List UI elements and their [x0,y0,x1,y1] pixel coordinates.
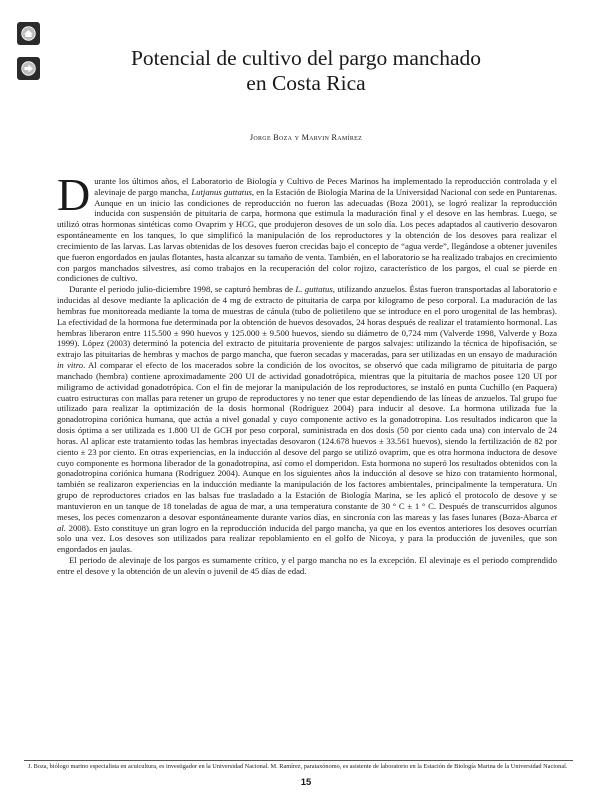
body-paragraph [57,169,557,284]
body-paragraph [57,284,557,555]
paragraph-text: El periodo de alevinaje de los pargos es sumamente crítico, y el pargo mancha no es la excepción. El alevinaje es el periodo comprendido entre el desove y la obtención de un alevín o juvenil de 45 días de edad. [57,554,557,576]
footnote-divider [24,760,573,761]
paragraph-text: , utilizando anzuelos. Éstas fueron transportadas al laboratorio e inducidas al desove mediante la aplicación de 4 mg de extracto de pituitaria de carpa por kilogramo de peso corporal. La maduración de las hembras fue monitoreada mediante la toma de muestras de cánula (tubo de polietileno que se introduce en el poro urogenital de las hembras). La efectividad de la hormona fue determinada por la obtención de huevos desovados, 24 horas después de realizar el tratamiento hormonal. Las hembras liberaron entre 115.500 ± 990 huevos y 125.000 ± 9.500 huevos, siendo su diámetro de 0,724 mm (Valverde 1998, Valverde y Boza 1999). López (2003) determinó la potencia del extracto de pituitaria proveniente de pargos salvajes: utilizando la técnica de hipofisación, se extrajo las pituitarias de hembras y machos de pargo mancha, que fueron secadas y maceradas, para ser utilizadas en un ensayo de maduración [57,284,557,360]
next-page-button[interactable] [17,57,40,80]
article-body [57,169,558,577]
page-number: 15 [300,777,312,788]
next-page-icon [21,61,36,76]
author-footnote: J. Boza, biólogo marino especialista en acuicultura, es investigador en la Universidad Nacional. M. Ramírez, parataxónomo, es asistente de laboratorio en la Estación de Biología Marina de la Universidad Nacional. [28,763,568,770]
paragraph-text: urante los últimos años, el Laboratorio de Biología y Cultivo de Peces Marinos ha implementado la reproducción controlada y el alevinaje de pargo mancha, [94,176,557,197]
title-line-2: en Costa Rica [246,71,366,95]
drop-cap: D [57,169,91,220]
paragraph-text: , en la Estación de Biología Marina de la Universidad Nacional con sede en Puntarenas. Aunque en un inicio las condiciones de reproducción no fueron las adecuadas (Boza 2001), se logró realizar la reproducción inducida con suspensión de pituitaria de carpa, hormona que estimula la maduración final y el desove en las hembras. Luego, se utilizó otras hormonas sintéticas como Ovaprim y HCG, que produjeron desoves de un solo día. Los peces adaptados al cautiverio desovaron espontáneamente en los tanques, lo que simplificó la manipulación de los reproductores y la obtención de los desoves para realizar el crecimiento de las larvas. Las larvas obtenidas de los desoves fueron crecidas bajo el concepto de “agua verde”, llegándose a obtener juveniles que fueron engordados en jaulas flotantes, hasta alcanzar su tamaño de venta. También, en el laboratorio se ha realizado trabajos en crecimiento con pargos manchados silvestres, así como trabajos en la recuperación del color rojizo, característico de los pargos, el cual se pierde en condiciones de cultivo. [57,186,557,284]
italic-text: Lutjanus guttatus [191,186,252,197]
article-title [60,46,552,96]
paragraph-text: Durante el periodo julio-diciembre 1998, se capturó hembras de [69,284,296,295]
body-paragraph [57,555,557,577]
italic-text: et al. [57,511,557,533]
home-button[interactable] [17,22,40,45]
italic-text: in vitro [57,360,84,371]
paragraph-text: . Al comparar el efecto de los macerados sobre la condición de los ovocitos, se observó que cada miligramo de pituitaria de pargo manchado (hembra) contiene aproximadamente 200 UI de actividad gonadotrópica, mientras que la pituitaria de machos posee 120 UI por miligramo de actividad gonadotrópica. Con el fin de mejorar la manipulación de los reproductores, se instaló en punta Cuchillo (en Paquera) cuatro estructuras con mallas para retener un grupo de reproductores y no tener que estar dependiendo de las líneas de anzuelos. Tal grupo fue utilizado para realizar la optimización de la dosis hormonal (Rodríguez 2004) para inducir al desove. La hormona utilizada fue la gonadotropina coriónica humana, que actúa a nivel gonadal y cuyo componente activo es la gonadotropina. Los resultados indicaron que la dosis óptima a ser utilizada es 1.800 UI de GCH por peso corporal, suministrada en dos dosis (50 por ciento cada una) con intervalo de 24 horas. Al aplicar este tratamiento todas las hembras inyectadas desovaron (124.678 huevos ± 33.561 huevos), siendo la fertilización de 82 por ciento ± 23 por ciento. En otras experiencias, en la inducción al desove del pargo se utilizó ovaprim, que es otra hormona inductora de desove cuyo componente es hormona liberador de la gonadotropina, así como el domperidon. Esta hormona no superó los resultados obtenidos con la gonadotropina coriónica humana (Rodríguez 2004). Aunque en los siguientes años la inducción al desove se hizo con tratamiento hormonal, también se realizaron experiencias en la inducción mediante la manipulación de los factores ambientales, principalmente la temperatura. Un grupo de reproductores criados en las balsas fue trasladado a la Estación de Biología Marina, se les aplicó el protocolo de desove y se mantuvieron en un tanque de 18 toneladas de agua de mar, a una temperatura constante de 30 ° C ± 1 ° C. Después de transcurridos algunos meses, los peces comenzaron a desovar espontáneamente durante varios días, en sincronía con las mareas y las fases lunares (Boza-Abarca [57,360,558,522]
article-authors: Jorge Boza y Marvin Ramírez [249,133,363,142]
title-line-1: Potencial de cultivo del pargo manchado [130,46,482,70]
home-icon [21,26,36,41]
paragraph-text: 2008). Esto constituye un gran logro en la reproducción inducida del pargo mancha, ya que en los eventos anteriores los desoves ocurrían solo una vez. Los desoves son utilizados para realizar repoblamiento en el golfo de Nicoya, y para la producción de juveniles, que son engordados en jaulas. [57,522,557,555]
italic-text: L. guttatus [295,284,333,295]
